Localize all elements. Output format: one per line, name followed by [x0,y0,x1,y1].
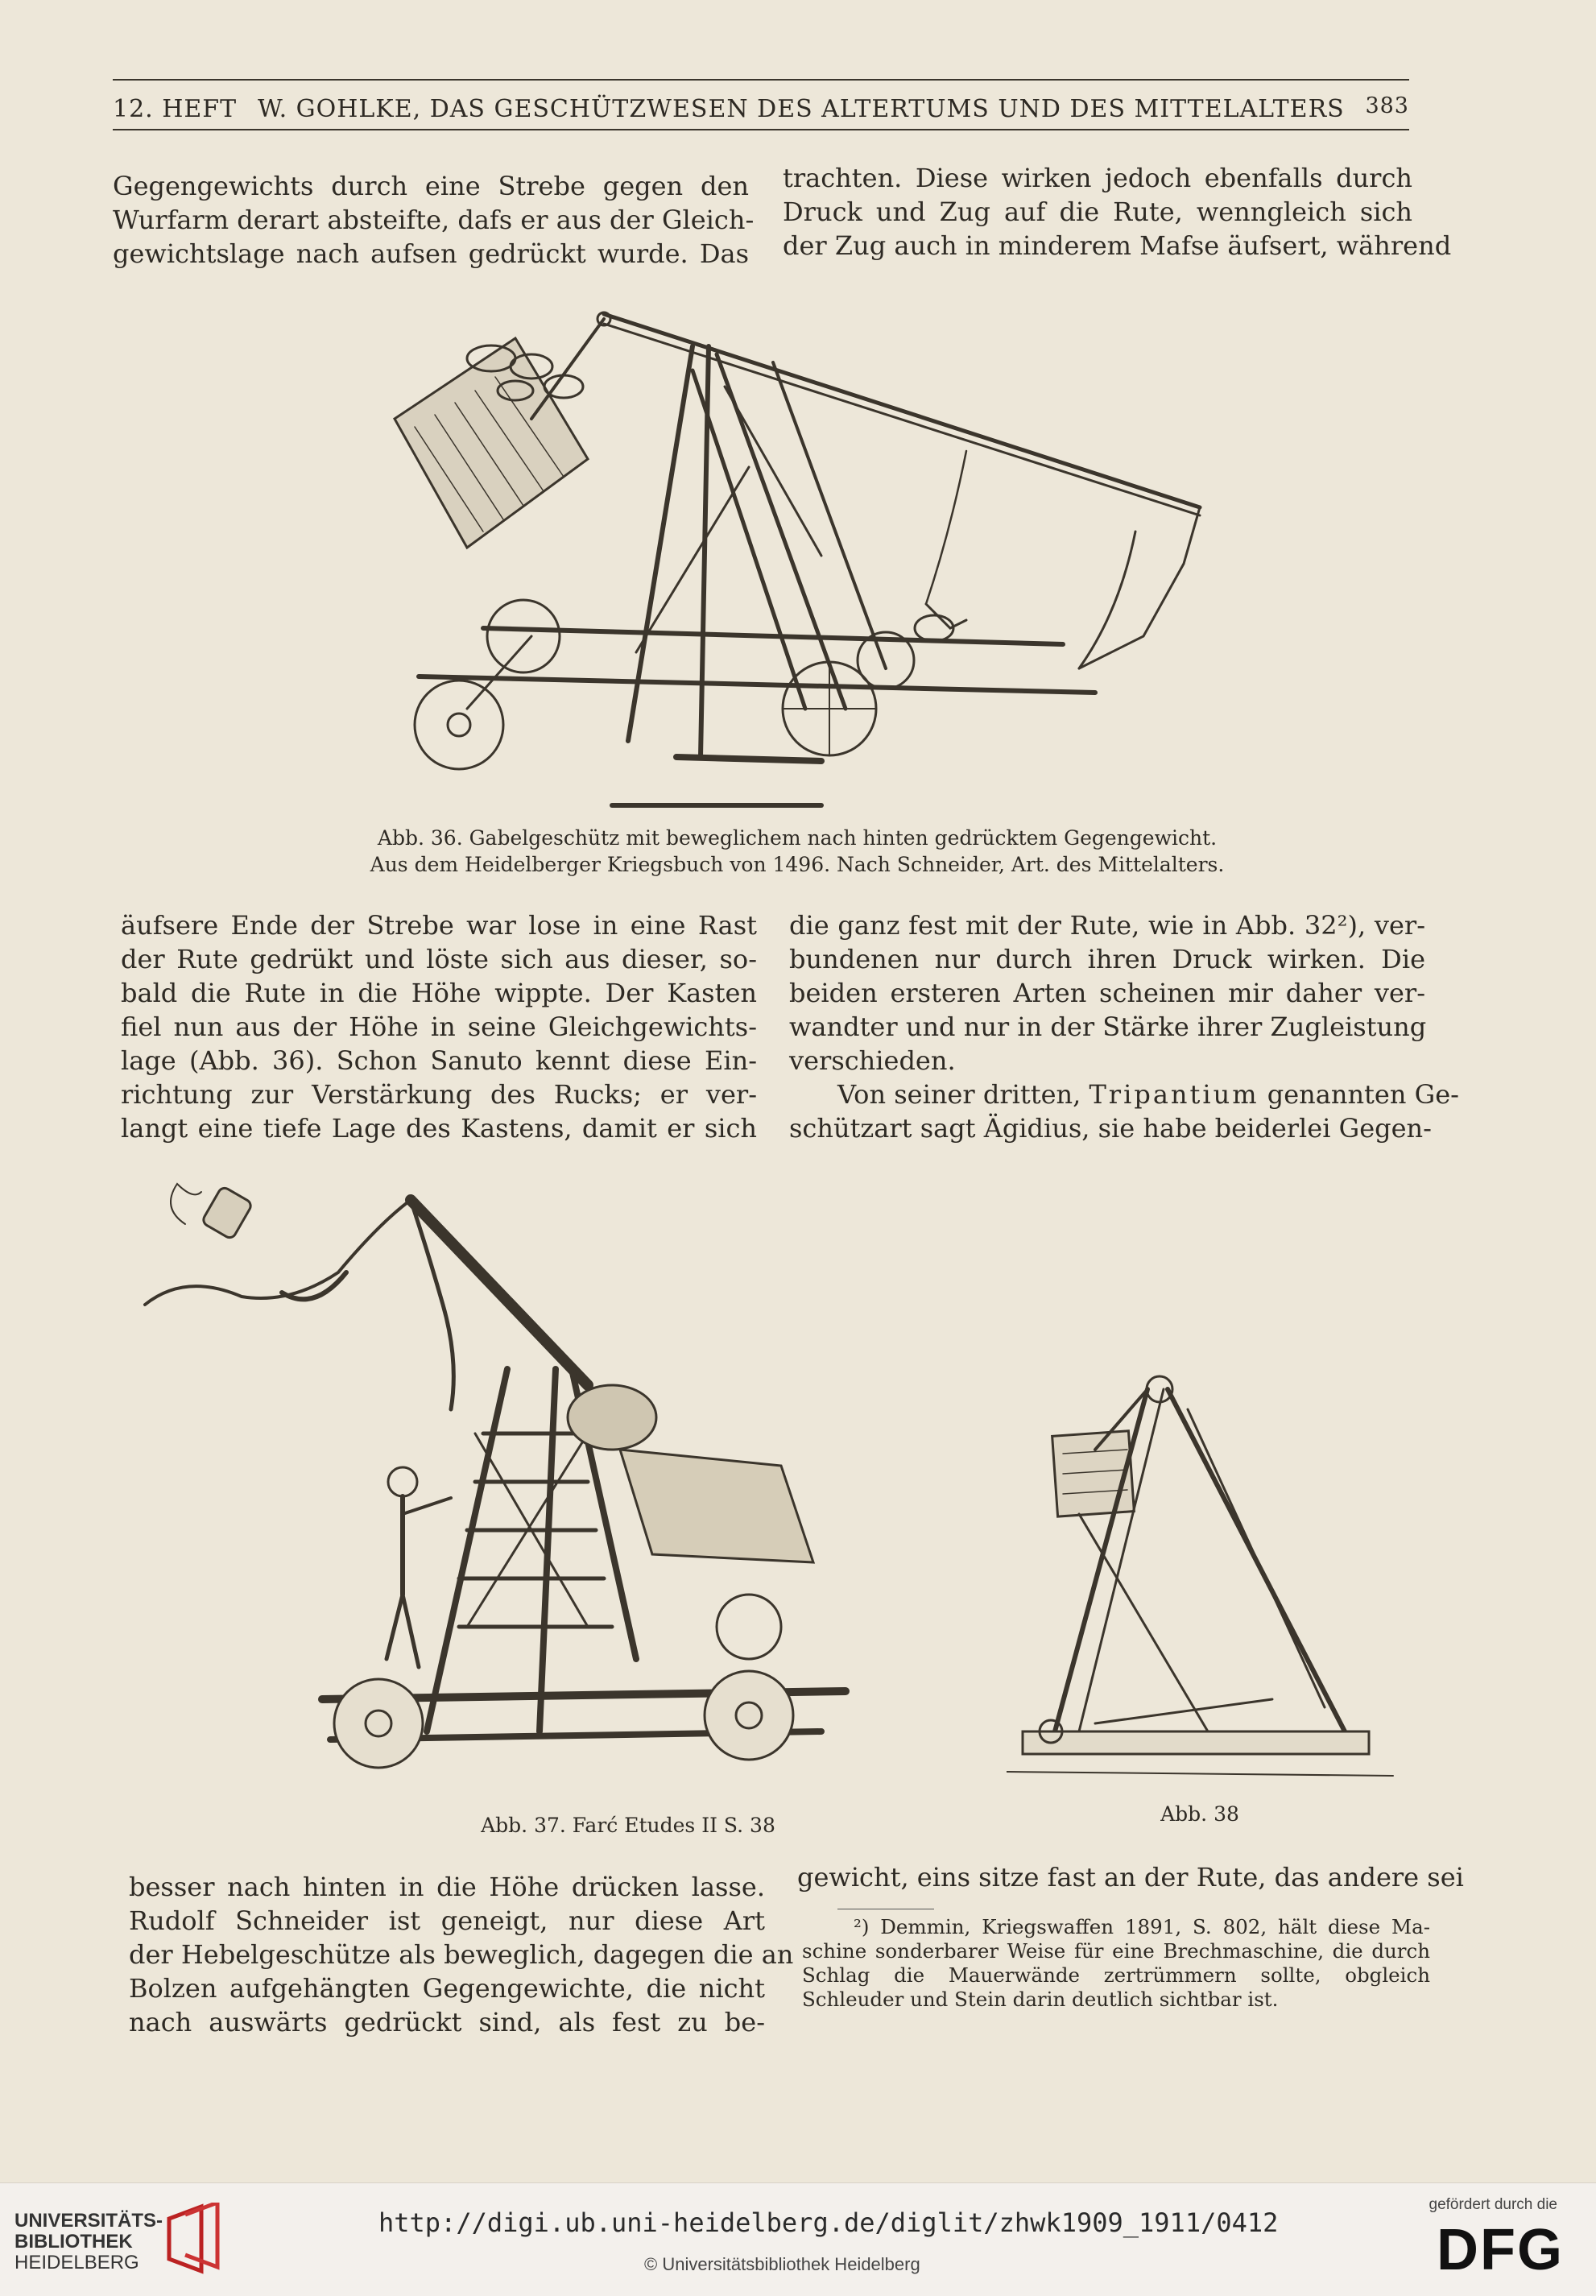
text-line: gewicht, eins sitze fast an der Rute, das andere sei [797,1862,1464,1893]
base-beam [1007,1720,1393,1776]
figure-36-trebuchet-drawing [370,290,1224,821]
text-line: trachten. Diese wirken jedoch ebenfalls durch [783,163,1412,193]
text-line: Druck und Zug auf die Rute, wenngleich sich [783,197,1412,227]
tripantium-line [789,1078,1459,1111]
text-line: der Zug auch in minderem Mafse äufsert, während [783,230,1452,261]
footnote-line: ²) Demmin, Kriegswaffen 1891, S. 802, hält diese Ma- [854,1915,1430,1938]
page-number: 383 [1365,93,1409,118]
text-line: besser nach hinten in die Höhe drücken lasse. [129,1872,765,1902]
funding-label: gefördert durch die [1429,2196,1557,2213]
text-line: Wurfarm derart absteifte, dafs er aus der Gleich- [113,205,755,235]
operator-figure [387,1467,451,1667]
text-line: äufsere Ende der Strebe war lose in eine Rast [121,910,757,941]
library-line: UNIVERSITÄTS- [14,2210,163,2232]
counterweight [568,1385,813,1562]
footnote-line: Schleuder und Stein darin deutlich sichtbar ist. [802,1988,1279,2011]
text-line: fiel nun aus der Höhe in seine Gleichgewichts- [121,1011,757,1042]
throwing-arm [411,1200,588,1409]
text-line: der Hebelgeschütze als beweglich, dagegen die an [129,1939,794,1970]
text-line: Rudolf Schneider ist geneigt, nur diese Art [129,1905,765,1936]
digitization-footer [0,2182,1596,2296]
figure-37-caption: Abb. 37. Farć Etudes II S. 38 [481,1814,775,1837]
copyright-notice: © Universitätsbibliothek Heidelberg [644,2254,920,2274]
header-title: W. GOHLKE, DAS GESCHÜTZWESEN DES ALTERTUMS UND DES MITTELALTERS [258,95,1345,123]
bottom-right-line [797,1860,1464,1894]
counterweight-box [395,338,588,548]
library-line: HEIDELBERG [14,2252,139,2273]
footnote [802,1915,1430,2012]
dfg-logo: DFG [1437,2218,1564,2282]
counterweight-box [1052,1431,1135,1516]
footnote-line: Schlag die Mauerwände zertrümmern sollte, obgleich [802,1963,1430,1987]
figure-36-caption [274,825,1321,878]
text-line: langt eine tiefe Lage des Kastens, damit er sich [121,1113,757,1144]
text-line: bundenen nur durch ihren Druck wirken. Die [789,944,1425,974]
middle-left-paragraph [121,908,757,1145]
text-line: die ganz fest mit der Rute, wie in Abb. 32²), ver- [789,910,1425,941]
flying-projectile [171,1184,253,1240]
library-logo-text [14,2211,163,2273]
text-fragment: Von seiner dritten, [837,1079,1089,1110]
figure-38-caption: Abb. 38 [1160,1802,1239,1826]
text-line: Bolzen aufgehängten Gegengewichte, die nicht [129,1973,765,2004]
issue-label: 12. HEFT [113,95,238,123]
text-line: Gegengewichts durch eine Strebe gegen den [113,171,749,201]
text-line: gewichtslage nach aufsen gedrückt wurde. Das [113,238,749,269]
text-line: verschieden. [789,1045,956,1076]
text-line: nach auswärts gedrückt sind, als fest zu be- [129,2007,765,2037]
text-line: lage (Abb. 36). Schon Sanuto kennt diese Ein- [121,1045,757,1076]
bottom-left-paragraph [129,1870,794,2039]
a-frame [1055,1376,1345,1731]
middle-right-paragraph [789,908,1459,1145]
text-line: wandter und nur in der Stärke ihrer Zugleistung [789,1011,1427,1042]
caption-line: Aus dem Heidelberger Kriegsbuch von 1496. Nach Schneider, Art. des Mittelalters. [370,853,1225,876]
top-right-paragraph [783,161,1452,263]
footnote-line: schine sonderbarer Weise für eine Brechmaschine, die durch [802,1939,1430,1963]
header-rule-top [113,79,1409,81]
text-line: bald die Rute in die Höhe wippte. Der Kasten [121,978,757,1008]
text-line: schützart sagt Ägidius, sie habe beiderlei Gegen- [789,1113,1432,1144]
winch-and-sling [915,604,966,641]
text-line: der Rute gedrükt und löste sich aus dieser, so- [121,944,757,974]
running-header [113,90,1409,130]
figure-37-trebuchet-drawing [137,1176,942,1788]
text-line: richtung zur Verstärkung des Rucks; er ver- [121,1079,757,1110]
sling-rope [145,1200,411,1305]
permalink-url[interactable]: http://digi.ub.uni-heidelberg.de/diglit/zhwk1909_1911/0412 [378,2207,1279,2238]
library-logo-icon [161,2203,225,2275]
figure-38-trebuchet-drawing [1007,1353,1401,1788]
text-line: beiden ersteren Arten scheinen mir daher ver- [789,978,1425,1008]
header-rule-bottom [113,129,1409,130]
spaced-term: Tripantium [1089,1079,1259,1110]
top-left-paragraph [113,169,755,271]
text-fragment: genannten Ge- [1259,1079,1459,1110]
library-line: BIBLIOTHEK [14,2231,133,2253]
caption-line: Abb. 36. Gabelgeschütz mit beweglichem nach hinten gedrücktem Gegengewicht. [377,826,1218,850]
